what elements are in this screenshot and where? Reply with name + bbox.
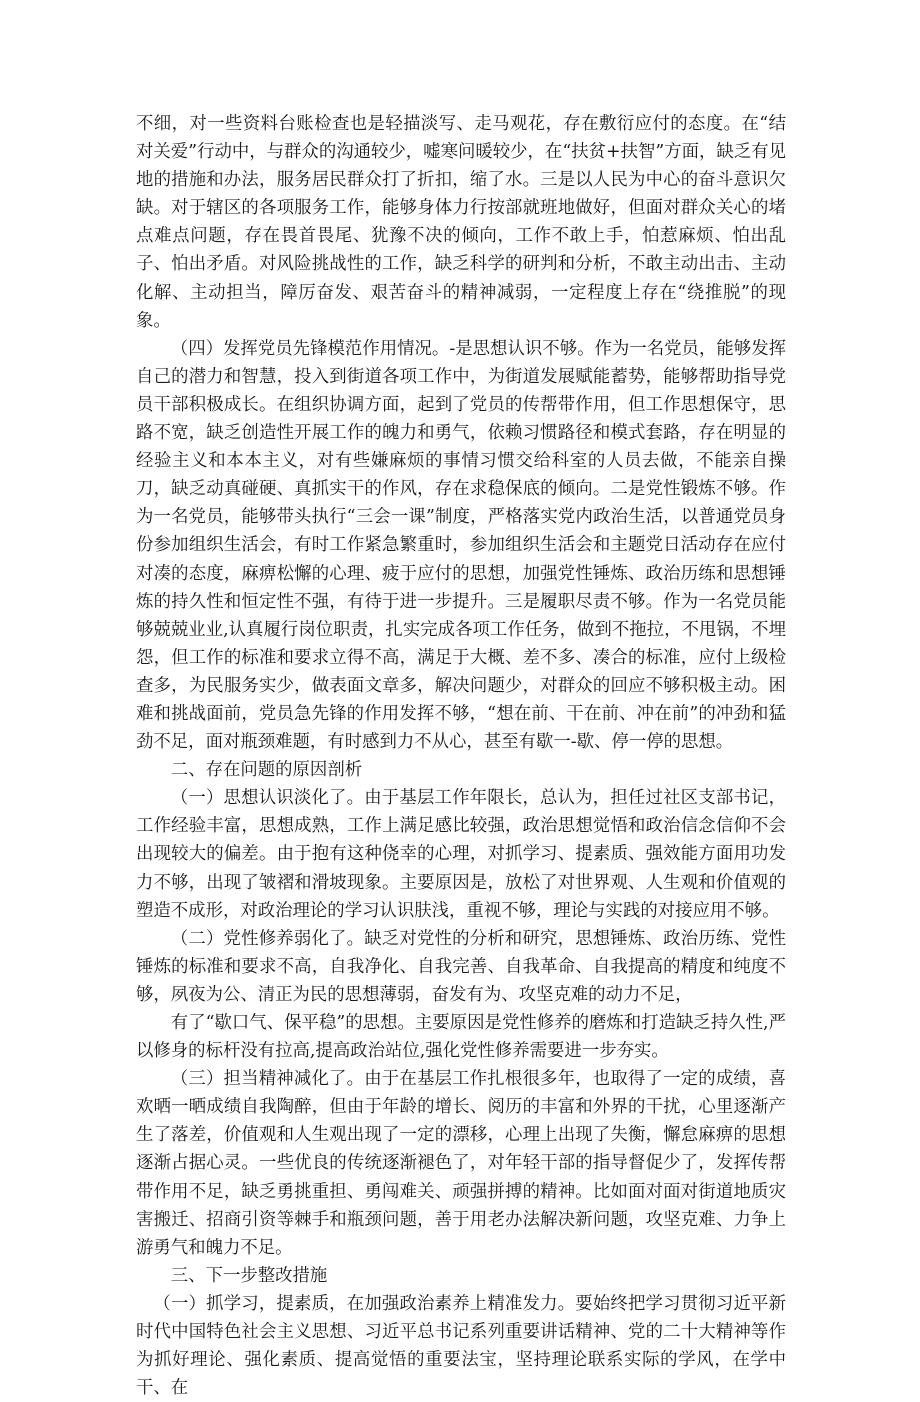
paragraph-continuation: 不细，对一些资料台账检查也是轻描淡写、走马观花，存在敷衍应付的态度。在“结对关爱”行动中，与群众的沟通较少，嘘寒问暖较少，在“扶贫+扶智”方面，缺乏有见地的措施和办法，服务居民群众打了折扣，缩了水。三是以人民为中心的奋斗意识欠缺。对于辖区的各项服务工作，能够身体力行按部就班地做好，但面对群众关心的堵点难点问题，存在畏首畏尾、犹豫不决的倾向，工作不敢上手，怕惹麻烦、怕出乱子、怕出矛盾。对风险挑战性的工作，缺乏科学的研判和分析，不敢主动出击、主动化解、主动担当，障厉奋发、艰苦奋斗的精神减弱，一定程度上存在“绕推脱”的现象。: [136, 114, 786, 331]
document-page: [136, 110, 786, 1402]
heading-next-steps: 三、下一步整改措施: [170, 1265, 328, 1286]
paragraph-cause-2-cont: 有了“歇口气、保平稳”的思想。主要原因是党性修养的磨炼和打造缺乏持久性,严以修身的标杆没有拉高,提高政治站位,强化党性修养需要进一步夯实。: [136, 1013, 786, 1062]
paragraph-section-4: （四）发挥党员先锋模范作用情况。-是思想认识不够。作为一名党员，能够发挥自己的潜力和智慧，投入到街道各项工作中，为街道发展赋能蓄势，能够帮助指导党员干部积极成长。在组织协调方面，起到了党员的传帮带作用，但工作思想保守，思路不宽，缺乏创造性开展工作的魄力和勇气，依赖习惯路径和模式套路，存在明显的经验主义和本本主义，对有些嫌麻烦的事情习惯交给科室的人员去做，不能亲自操刀，缺乏动真碰硬、真抓实干的作风，存在求稳保底的倾向。二是党性锻炼不够。作为一名党员，能够带头执行“三会一课”制度，严格落实党内政治生活，以普通党员身份参加组织生活会，有时工作紧急繁重时，参加组织生活会和主题党日活动存在应付对凑的态度，麻痹松懈的心理、疲于应付的思想，加强党性锤炼、政治历练和思想锤炼的持久性和恒定性不强，有待于进一步提升。三是履职尽责不够。作为一名党员能够兢兢业业,认真履行岗位职责，扎实完成各项工作任务，做到不拖拉，不甩锅，不埋怨，但工作的标准和要求立得不高，满足于大概、差不多、凑合的标准，应付上级检查多，为民服务实少，做表面文章多，解决问题少，对群众的回应不够积极主动。困难和挑战面前，党员急先锋的作用发挥不够，“想在前、干在前、冲在前”的冲劲和猛劲不足，面对瓶颈难题，有时感到力不从心，甚至有歇一-歇、停一停的思想。: [136, 338, 786, 753]
heading-cause-analysis: 二、存在问题的原因剖析: [170, 760, 363, 781]
paragraph-measure-1: （一）抓学习，提素质，在加强政治素养上精准发力。要始终把学习贯彻习近平新时代中国特色社会主义思想、习近平总书记系列重要讲话精神、党的二十大精神等作为抓好理论、强化素质、提高觉悟的重要法宝，坚持理论联系实际的学风，在学中干、在: [136, 1293, 786, 1399]
paragraph-cause-3: （三）担当精神减化了。由于在基层工作扎根很多年，也取得了一定的成绩，喜欢晒一晒成绩自我陶醉，但由于年龄的增长、阅历的丰富和外界的干扰，心里逐渐产生了落差，价值观和人生观出现了一定的漂移，心理上出现了失衡，懈怠麻痹的思想逐渐占据心灵。一些优良的传统逐渐褪色了，对年轻干部的指导督促少了，发挥传帮带作用不足，缺乏勇挑重担、勇闯难关、顽强拼搏的精神。比如面对面对街道地质灾害搬迁、招商引资等棘手和瓶颈问题，善于用老办法解决新问题，攻坚克难、力争上游勇气和魄力不足。: [136, 1069, 786, 1258]
paragraph-cause-2: （二）党性修养弱化了。缺乏对党性的分析和研究，思想锤炼、政治历练、党性锤炼的标准和要求不高，自我净化、自我完善、自我革命、自我提高的精度和纯度不够，夙夜为公、清正为民的思想薄弱，奋发有为、攻坚克难的动力不足，: [136, 928, 786, 1005]
paragraph-cause-1: （一）思想认识淡化了。由于基层工作年限长，总认为，担任过社区支部书记，工作经验丰富，思想成熟，工作上满足感比较强，政治思想觉悟和政治信念信仰不会出现较大的偏差。由于抱有这种侥幸的心理，对抓学习、提素质、强效能方面用功发力不够，出现了皱褶和滑坡现象。主要原因是，放松了对世界观、人生观和价值观的塑造不成形，对政治理论的学习认识肤浅，重视不够，理论与实践的对接应用不够。: [136, 788, 786, 921]
